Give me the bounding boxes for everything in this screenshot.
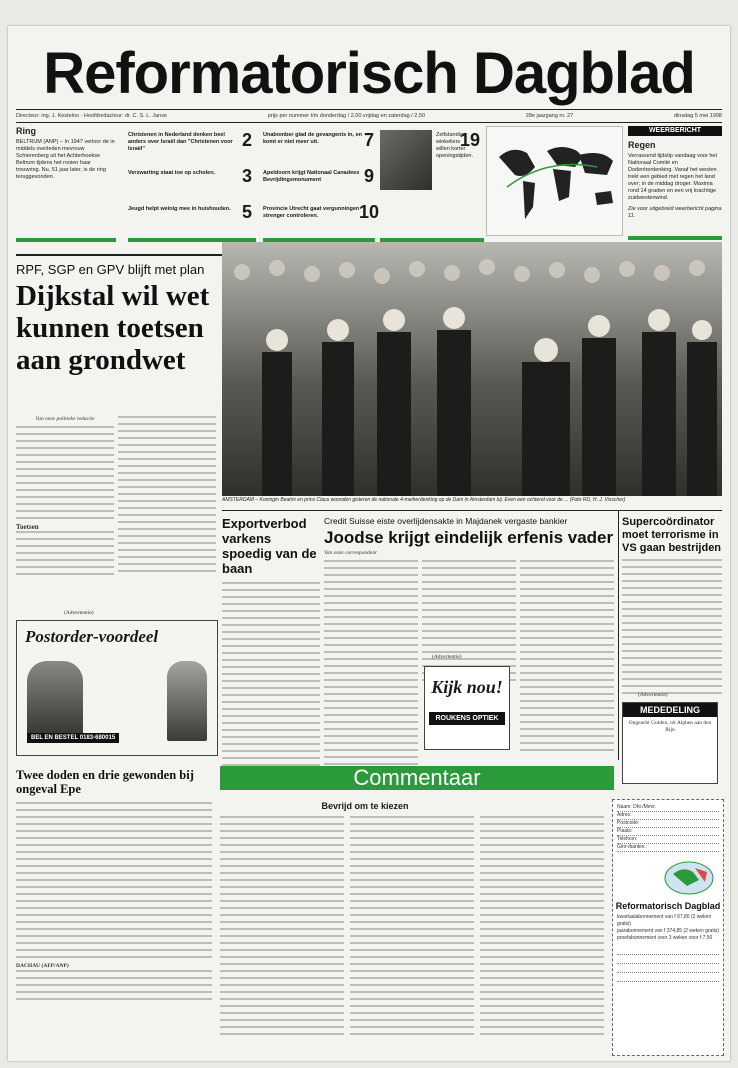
info-date: dinsdag 5 mei 1998 — [673, 113, 722, 119]
kijk-ad-label: (Advertentie) — [432, 654, 462, 660]
coupon-field[interactable]: Telefoon: — [617, 836, 719, 844]
teaser-page-num: 5 — [242, 202, 253, 222]
weather-map — [486, 126, 623, 236]
newspaper-page — [8, 26, 730, 1061]
med-ad-title: MEDEDELING — [623, 703, 717, 717]
teaser-page-num: 19 — [460, 130, 481, 150]
lead-column-2 — [118, 416, 216, 577]
teaser-item[interactable]: Unabomber glad de gevangenis in, en komt er niet meer uit. — [263, 132, 363, 145]
export-article — [222, 516, 320, 771]
masthead-title: Reformatorisch Dagblad — [43, 41, 695, 106]
divider — [222, 510, 722, 511]
teaser-item[interactable]: Apeldoorn krijgt Nationaal Canadees Bevrijdingsmonument — [263, 170, 360, 183]
epe-article — [16, 768, 212, 1005]
teaser-item[interactable]: Verzwarting staat toe op scholen. — [128, 170, 216, 176]
teaser-ring-title: Ring — [16, 126, 36, 136]
poster-ad-phone: BEL EN BESTEL 0183-680015 — [27, 733, 119, 743]
lead-headline[interactable]: Dijkstal wil wet kunnen toetsen aan grondwet — [16, 280, 210, 376]
coupon-option[interactable]: proefabonnement voor 3 weken voor f 7,50 — [617, 935, 713, 941]
model-photo — [167, 661, 207, 741]
masthead — [8, 36, 730, 111]
coupon-fields — [613, 800, 723, 856]
export-headline[interactable]: Exportverbod varkens spoedig van de baan — [222, 516, 317, 576]
teaser-page-num: 3 — [242, 166, 253, 186]
teaser-page-num: 10 — [359, 202, 380, 222]
weather-text: Verrassend tijdstip vandaag voor het Nationaal Comité en Dodenherdenking. Vanaf het westen trekt een gebied met regen het land over; in de middag droger. Maxima rond 14 graden en een vrij krachtige zuidwestenwind. — [628, 153, 717, 201]
kijk-ad-brand: ROUKENS OPTIEK — [429, 712, 505, 725]
green-bar — [16, 238, 116, 242]
coupon-options — [613, 910, 723, 946]
commentaar-banner: Commentaar — [220, 766, 614, 790]
lead-photo — [222, 242, 722, 496]
kijk-ad[interactable] — [424, 666, 510, 750]
mededeling-ad[interactable] — [622, 702, 718, 784]
coupon-field[interactable]: Plaats: — [617, 828, 719, 836]
lead-byline: Van onze politieke redactie — [35, 416, 95, 422]
coupon-field[interactable]: Giro-/banknr.: — [617, 844, 719, 852]
teaser-page-num: 7 — [364, 130, 375, 150]
teaser-item[interactable]: Christenen in Nederland denken beel anders over Israël dan "Christenen voor Israël" — [128, 132, 233, 152]
med-ad-label: (Advertentie) — [638, 692, 668, 698]
postorder-ad[interactable] — [16, 620, 218, 756]
lead-subhead: Toetsen — [16, 523, 39, 531]
kijk-ad-title: Kijk nou! — [431, 677, 503, 697]
poster-ad-title: Postorder-voordeel — [25, 627, 159, 646]
teaser-page-num: 2 — [242, 130, 253, 150]
terror-article — [622, 516, 722, 699]
ceremony-photo-icon — [222, 242, 722, 496]
teaser-item[interactable]: Jeugd helpt weinig mee in huishouden. — [128, 206, 231, 212]
erfenis-byline: Van onze correspondent — [324, 550, 377, 556]
world-map-icon — [487, 127, 622, 235]
teaser-ring[interactable] — [16, 126, 116, 238]
coupon-field[interactable]: Naam: Dhr./Mevr. — [617, 804, 719, 812]
coupon-field[interactable]: Adres: — [617, 812, 719, 820]
divider — [618, 510, 619, 760]
weather-ref: Zie voor uitgebreid weerbericht pagina 11. — [628, 206, 722, 219]
erfenis-article — [324, 516, 614, 559]
erfenis-headline[interactable]: Joodse krijgt eindelijk erfenis vader — [324, 528, 614, 547]
teaser-item[interactable]: Zelfstandige winkeliers willen korter openingstijden. — [436, 132, 474, 159]
commentaar-body — [220, 816, 606, 1056]
info-staff: Directeur: ing. J. Kesteloo · Hoofdredacteur: dr. C. S. L. Janse — [16, 113, 168, 119]
coupon-option[interactable]: kwartaalabonnement van f 97,80 (2 weken gratis) — [617, 914, 712, 927]
globe-logo-icon — [613, 856, 723, 900]
lead-column-1 — [16, 416, 114, 580]
green-bar — [628, 236, 722, 240]
teaser-ring-text: BELTRUM (ANP) – In 1947 verloor de in middels overleden mevrouw Schierenberg uit het Achterhoekse Beltrum tijdens het rooien haar trouwring. Nu, 51 jaar later, is de ring teruggevonden. — [16, 139, 115, 180]
coupon-field[interactable]: Postcode: — [617, 820, 719, 828]
info-price: prijs per nummer t/m donderdag / 2,00 vrijdag en zaterdag / 2,50 — [267, 113, 425, 119]
terror-headline[interactable]: Supercoördinator moet terrorisme in VS gaan bestrijden — [622, 516, 722, 554]
photo-caption: AMSTERDAM – Koningin Beatrix en prins Claus woonden gisteren de nationale 4-meiherdenking op de Dam in Amsterdam bij. Even een ochtend voor de ... (Foto RD, H. J. Visscher) — [222, 497, 626, 503]
weather-label: WEERBERICHT — [628, 126, 722, 136]
info-line — [16, 109, 722, 123]
poster-ad-label: (Advertentie) — [64, 610, 94, 616]
teaser-photo — [380, 130, 432, 190]
subscription-coupon[interactable] — [612, 799, 724, 1056]
teaser-page-num: 9 — [364, 166, 375, 186]
epe-subhead: DACHAU (AFP/ANP) — [16, 963, 69, 969]
lead-overline: RPF, SGP en GPV blijft met plan — [16, 262, 205, 277]
med-ad-text: Ongeacht Gulden, uit Alphen aan den Rijn — [628, 720, 712, 733]
info-issue: 28e jaargang nr. 27 — [525, 113, 574, 119]
commentaar-title[interactable]: Bevrijd om te kiezen — [321, 801, 409, 811]
erfenis-overline: Credit Suisse eiste overlijdensakte in Majdanek vergaste bankier — [324, 516, 568, 526]
model-photo — [27, 661, 83, 741]
teaser-item[interactable]: Provincie Utrecht gaat vergunningen strenger controleren. — [263, 206, 360, 219]
weather-title: Regen — [628, 140, 656, 150]
coupon-option[interactable]: jaarabonnement van f 374,85 (2 weken gratis) — [617, 928, 720, 934]
epe-headline[interactable]: Twee doden en drie gewonden bij ongeval Epe — [16, 768, 194, 796]
coupon-brand: Reformatorisch Dagblad — [615, 901, 721, 911]
